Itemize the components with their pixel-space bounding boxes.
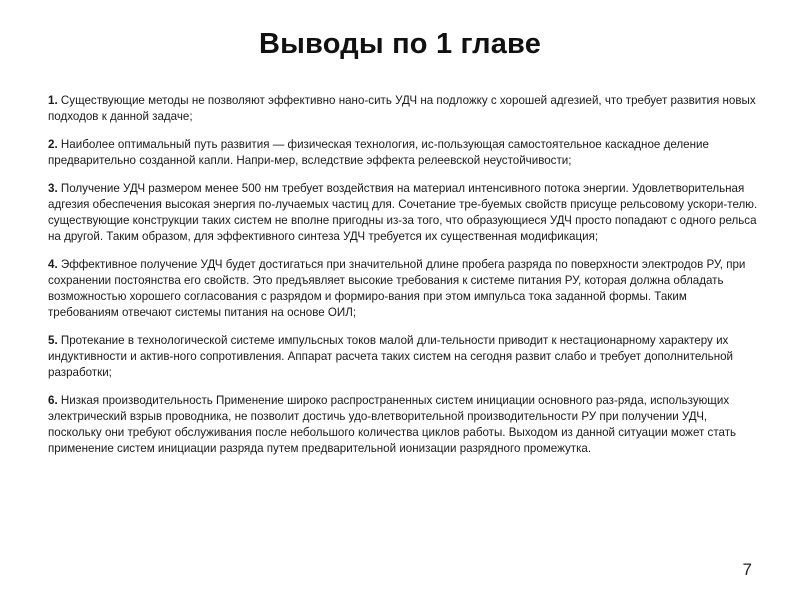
conclusion-item-6 xyxy=(48,393,760,457)
conclusion-text: Существующие методы не позволяют эффективно нано-сить УДЧ на подложку с хорошей адгезией, что требует развития новых подходов к данной задаче; xyxy=(48,94,756,123)
slide-title: Выводы по 1 главе xyxy=(258,28,542,60)
conclusion-number: 3. xyxy=(48,182,58,195)
conclusion-item-1 xyxy=(48,93,760,125)
page-number: 7 xyxy=(742,560,752,579)
conclusion-text: Наиболее оптимальный путь развития — физическая технология, ис-пользующая самостоятельное каскадное деление предварительно созданной капли. Напри-мер, вследствие эффекта релеевской неустойчивости; xyxy=(48,138,709,167)
conclusion-item-5 xyxy=(48,333,760,381)
conclusion-item-3 xyxy=(48,181,760,245)
conclusion-item-4 xyxy=(48,257,760,321)
conclusion-text: Получение УДЧ размером менее 500 нм требует воздействия на материал интенсивного потока энергии. Удовлетворительная адгезия обеспечения высокая энергия по-лучаемых частиц для. Сочетание тре-буемых свойств присуще рельсовому ускори-телю. существующие конструкции таких систем не вполне пригодны из-за того, что образующиеся УДЧ просто попадают с одного рельса на другой. Таким образом, для эффективного синтеза УДЧ требуется их существенная модификация; xyxy=(48,182,758,243)
conclusion-item-2 xyxy=(48,137,760,169)
conclusion-text: Протекание в технологической системе импульсных токов малой дли-тельности приводит к нестационарному характеру их индуктивности и актив-ного сопротивления. Аппарат расчета таких систем на сегодня развит слабо и требует дополнительной разработки; xyxy=(48,334,734,379)
conclusions-list xyxy=(48,93,760,469)
conclusion-number: 1. xyxy=(48,94,58,107)
conclusion-text: Низкая производительность Применение широко распространенных систем инициации основного раз-ряда, использующих электрический взрыв проводника, не позволит достичь удо-влетворительной производительности РУ при получении УДЧ, поскольку они требуют обслуживания после небольшого количества циклов работы. Выходом из данной ситуации может стать применение систем инициации разряда путем предварительной ионизации разрядного промежутка. xyxy=(48,394,737,455)
conclusion-number: 5. xyxy=(48,334,58,347)
conclusion-text: Эффективное получение УДЧ будет достигаться при значительной длине пробега разряда по поверхности электродов РУ, при сохранении постоянства его свойств. Это предъявляет высокие требования к системе питания РУ, которая должна обладать возможностью хорошего согласования с разрядом и формиро-вания при этом импульса тока заданной формы. Таким требованиям отвечают системы питания на основе ОИЛ; xyxy=(48,258,746,319)
conclusion-number: 2. xyxy=(48,138,58,151)
conclusion-number: 6. xyxy=(48,394,58,407)
conclusion-number: 4. xyxy=(48,258,58,271)
